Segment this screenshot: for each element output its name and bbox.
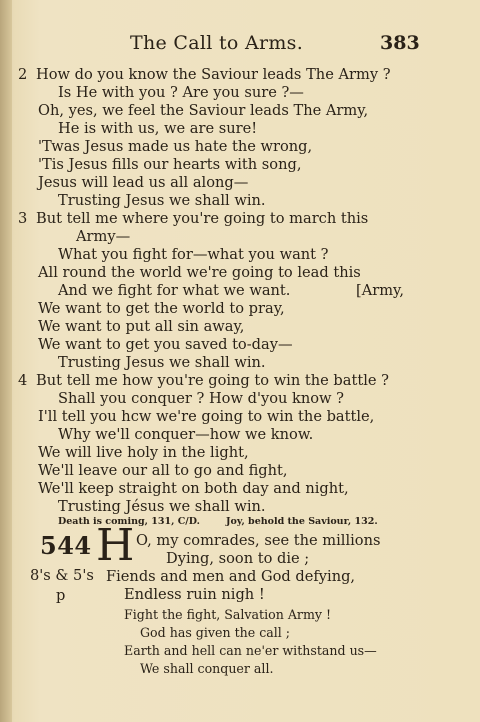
chorus-line: Earth and hell can ne'er withstand us— (124, 643, 377, 658)
chorus-line: God has given the call ; (140, 625, 291, 640)
verse-line: What you fight for—what you want ? (58, 246, 329, 263)
verse-line: We'll leave our all to go and fight, (38, 462, 288, 479)
page-gutter (0, 0, 12, 722)
tune-reference-right: Joy, behold the Saviour, 132. (226, 516, 378, 527)
verse-line: 'Twas Jesus made us hate the wrong, (38, 138, 313, 155)
verse-line: But tell me how you're going to win the battle ? (36, 372, 389, 389)
verse-line: Jesus will lead us all along— (38, 174, 249, 191)
verse-line: Shall you conquer ? How d'you know ? (58, 390, 345, 407)
verse-line: But tell me where you're going to march this (36, 210, 369, 227)
hymn-line: Fiends and men and God defying, (106, 568, 356, 585)
verse-line: Is He with you ? Are you sure ?— (58, 84, 304, 101)
verse-line: Oh, yes, we feel the Saviour leads The Army, (38, 102, 369, 119)
verse-line: We will live holy in the light, (38, 444, 249, 461)
verse-line: Why we'll conquer—how we know. (58, 426, 314, 443)
hymn-line: O, my comrades, see the millions (136, 532, 381, 549)
verse-line: All round the world we're going to lead this (38, 264, 361, 281)
verse-number: 4 (18, 372, 28, 389)
page-header (0, 32, 480, 60)
verse-line: Trusting Jesus we shall win. (58, 354, 266, 371)
verse-number: 3 (18, 210, 28, 227)
verse-line: How do you know the Saviour leads The Army ? (36, 66, 391, 83)
verse-line: Army— (76, 228, 131, 245)
verse-line: I'll tell you hcw we're going to win the battle, (38, 408, 375, 425)
verse-line: Trusting Jésus we shall win. (58, 498, 266, 515)
verse-line: He is with us, we are sure! (58, 120, 258, 137)
verse-line-continuation: [Army, (356, 282, 404, 299)
hymn-number: 544 (40, 531, 92, 560)
hymn-line: Endless ruin nigh ! (124, 586, 265, 603)
tune-reference-left: Death is coming, 131, C/D. (58, 516, 200, 527)
verse-line: We want to get you saved to-day— (38, 336, 293, 353)
verse-line: Trusting Jesus we shall win. (58, 192, 266, 209)
page-title: The Call to Arms. (130, 32, 304, 54)
verse-line: We want to put all sin away, (38, 318, 245, 335)
verse-line: We'll keep straight on both day and night, (38, 480, 349, 497)
verse-line: And we fight for what we want. (58, 282, 291, 299)
verse-number: 2 (18, 66, 28, 83)
chorus-line: We shall conquer all. (140, 661, 274, 676)
hymn-line: Dying, soon to die ; (166, 550, 310, 567)
drop-cap: H (96, 520, 135, 571)
chorus-line: Fight the fight, Salvation Army ! (124, 607, 332, 622)
verse-line: 'Tis Jesus fills our hearts with song, (38, 156, 302, 173)
hymn-meter: 8's & 5's (30, 567, 94, 584)
verse-line: We want to get the world to pray, (38, 300, 285, 317)
dynamic-marking: p (56, 587, 66, 604)
page-number: 383 (380, 32, 420, 54)
